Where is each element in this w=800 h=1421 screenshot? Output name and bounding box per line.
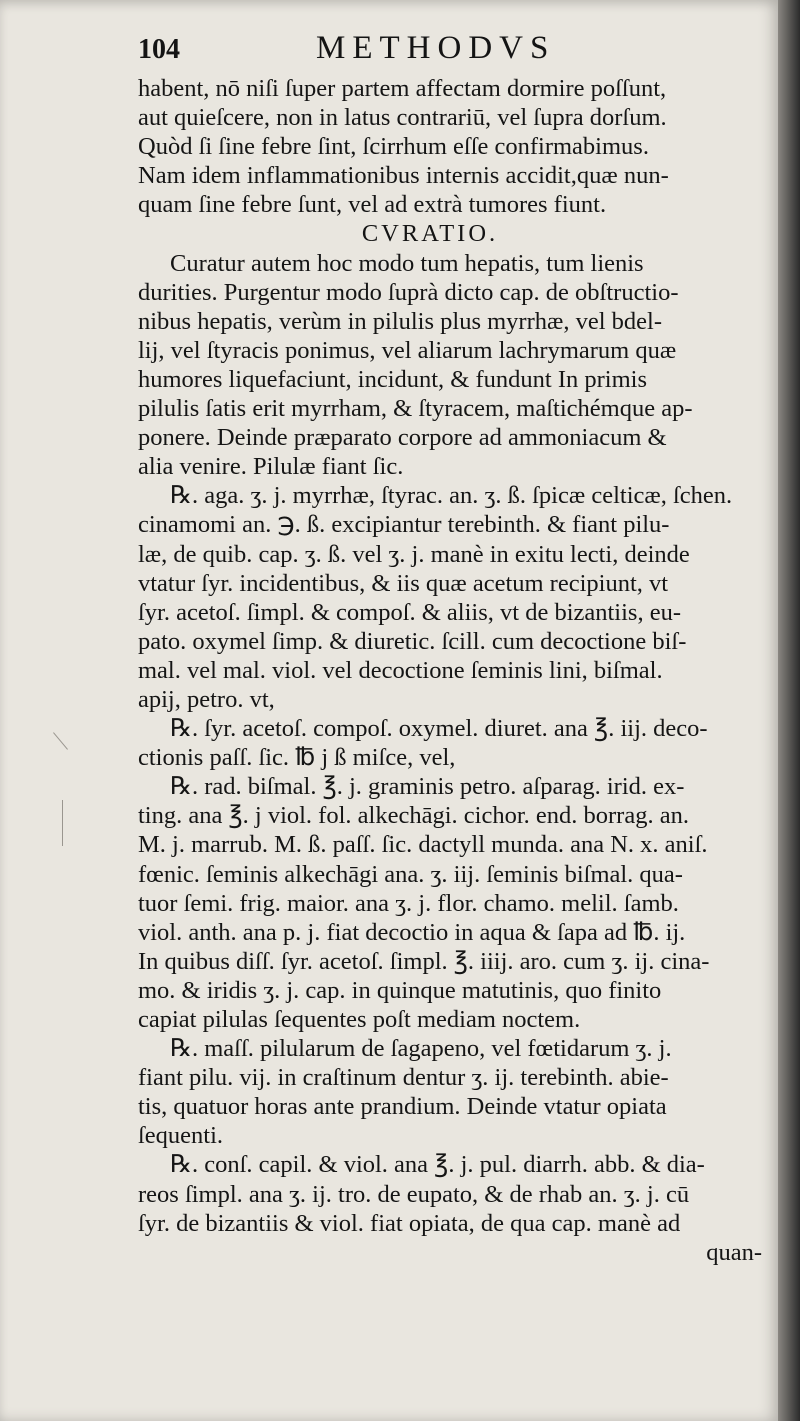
text-line: nibus hepatis, verùm in pilulis plus myrrhæ, vel bdel- — [138, 307, 662, 335]
text-line: tis, quatuor horas ante prandium. Deinde vtatur opiata — [138, 1093, 667, 1121]
text-line: vtatur ſyr. incidentibus, & iis quæ acetum recipiunt, vt — [138, 569, 669, 597]
margin-pencil-mark — [62, 800, 63, 846]
text-line: ℞. ſyr. acetoſ. compoſ. oxymel. diuret. ana ℥. iij. deco- — [170, 715, 708, 743]
text-line: fiant pilu. vij. in craſtinum dentur ʒ. ij. terebinth. abie- — [138, 1064, 669, 1092]
text-line: ctionis paſſ. ſic. ℔ j ß miſce, vel, — [138, 744, 456, 772]
text-line: reos ſimpl. ana ʒ. ij. tro. de eupato, & de rhab an. ʒ. j. cū — [138, 1180, 690, 1208]
text-line: habent, nō niſi ſuper partem affectam dormire poſſunt, — [138, 75, 667, 102]
text-line: humores liquefaciunt, incidunt, & fundunt In primis — [138, 365, 647, 393]
text-line: pato. oxymel ſimp. & diuretic. ſcill. cum decoctione biſ- — [138, 627, 687, 655]
text-line: ℞. maſſ. pilularum de ſagapeno, vel fœtidarum ʒ. j. — [170, 1035, 672, 1063]
text-line: In quibus diſſ. ſyr. acetoſ. ſimpl. ℥. iiij. aro. cum ʒ. ij. cina- — [138, 947, 710, 975]
text-line: viol. anth. ana p. j. fiat decoctio in aqua & ſapa ad ℔. ij. — [138, 918, 686, 946]
text-line: ſyr. acetoſ. ſimpl. & compoſ. & aliis, vt de bizantiis, eu- — [138, 598, 681, 626]
text-line: Curatur autem hoc modo tum hepatis, tum lienis — [170, 249, 644, 277]
text-line: quan- — [706, 1238, 762, 1266]
body-text — [138, 74, 762, 1267]
text-line: capiat pilulas ſequentes poſt mediam noctem. — [138, 1006, 581, 1033]
text-line: aut quieſcere, non in latus contrariū, vel ſupra dorſum. — [138, 104, 667, 132]
text-line: cinamomi an. ℈. ß. excipiantur terebinth. & fiant pilu- — [138, 511, 670, 539]
text-line: lij, vel ſtyracis ponimus, vel aliarum lachrymarum quæ — [138, 336, 677, 364]
text-line: mo. & iridis ʒ. j. cap. in quinque matutinis, quo finito — [138, 976, 662, 1004]
text-line: tuor ſemi. frig. maior. ana ʒ. j. flor. chamo. melil. ſamb. — [138, 889, 679, 917]
book-gutter-shadow — [778, 0, 800, 1421]
text-line: ſyr. de bizantiis & viol. fiat opiata, de qua cap. manè ad — [138, 1209, 681, 1237]
text-line: M. j. marrub. M. ß. paſſ. ſic. dactyll munda. ana N. x. aniſ. — [138, 831, 708, 859]
text-line: Nam idem inflammationibus internis accidit,quæ nun- — [138, 162, 669, 190]
page-number: 104 — [138, 34, 180, 65]
text-line: læ, de quib. cap. ʒ. ß. vel ʒ. j. manè in exitu lecti, deinde — [138, 540, 690, 568]
text-line: ponere. Deinde præparato corpore ad ammoniacum & — [138, 424, 667, 452]
running-title: METHODVS — [316, 30, 556, 66]
text-line: ſequenti. — [138, 1122, 224, 1150]
page-header — [138, 30, 778, 70]
text-line: durities. Purgentur modo ſuprà dicto cap. de obſtructio- — [138, 278, 679, 306]
text-line: ℞. rad. biſmal. ℥. j. graminis petro. aſparag. irid. ex- — [170, 773, 685, 801]
text-line: pilulis ſatis erit myrrham, & ſtyracem, maſtichémque ap- — [138, 395, 693, 423]
text-line: alia venire. Pilulæ fiant ſic. — [138, 453, 404, 481]
text-line: Quòd ſi ſine febre ſint, ſcirrhum eſſe confirmabimus. — [138, 133, 649, 161]
margin-pencil-mark — [53, 732, 68, 749]
text-line: quam ſine febre ſunt, vel ad extrà tumores fiunt. — [138, 191, 607, 219]
section-heading: CVRATIO. — [361, 220, 499, 248]
text-line: ℞. aga. ʒ. j. myrrhæ, ſtyrac. an. ʒ. ß. ſpicæ celticæ, ſchen. — [170, 482, 733, 510]
text-line: fœnic. ſeminis alkechāgi ana. ʒ. iij. ſeminis biſmal. qua- — [138, 860, 683, 888]
text-line: mal. vel mal. viol. vel decoctione ſeminis lini, biſmal. — [138, 656, 663, 684]
text-line: ting. ana ℥. j viol. fol. alkechāgi. cichor. end. borrag. an. — [138, 802, 689, 830]
text-line: apij, petro. vt, — [138, 685, 275, 713]
text-line: ℞. conſ. capil. & viol. ana ℥. j. pul. diarrh. abb. & dia- — [170, 1151, 705, 1179]
